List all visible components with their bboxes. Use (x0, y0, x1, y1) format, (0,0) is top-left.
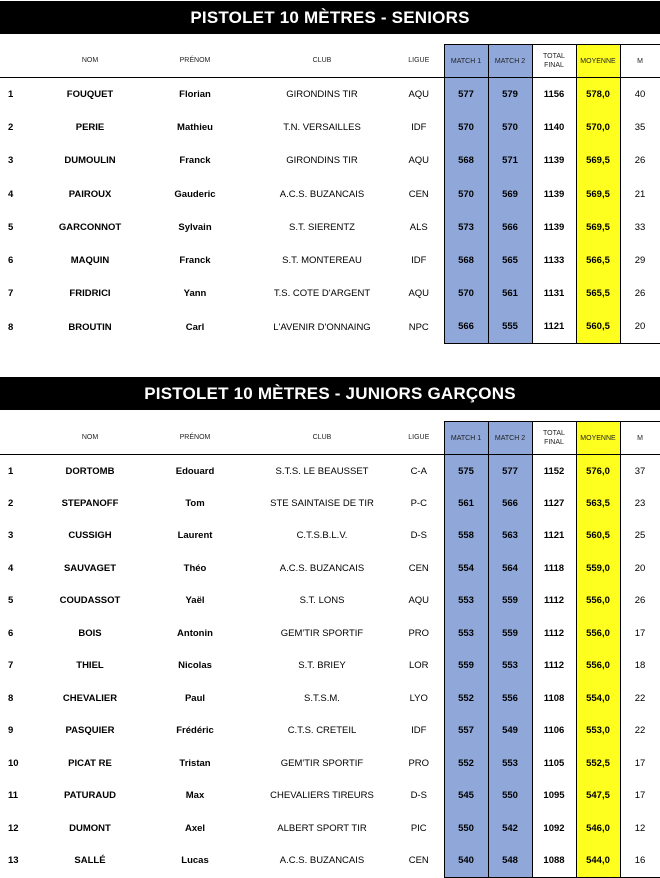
cell-moyenne: 560,5 (576, 311, 620, 344)
cell-club: A.C.S. BUZANCAIS (279, 188, 365, 200)
table-row (0, 617, 660, 650)
cell-rank: 8 (8, 321, 14, 333)
cell-moyenne: 569,5 (576, 144, 620, 177)
cell-m: 26 (620, 277, 660, 310)
cell-m: 40 (620, 78, 660, 111)
cell-total: 1118 (532, 552, 576, 585)
column-header-label: MATCH 2 (494, 57, 526, 65)
column-header-label: CLUB (312, 57, 332, 65)
cell-ligue: PIC (410, 822, 427, 834)
table-row (0, 111, 660, 144)
cell-ligue: D-S (410, 790, 427, 802)
cell-match1: 568 (444, 244, 488, 277)
table-row (0, 455, 660, 488)
column-header-label: M (637, 434, 643, 442)
cell-rank: 1 (8, 88, 14, 100)
cell-club: S.T. MONTEREAU (282, 255, 362, 267)
cell-ligue: CEN (408, 855, 429, 867)
column-header-label: FINAL (544, 62, 564, 69)
cell-ligue: CEN (408, 562, 429, 574)
cell-moyenne: 578,0 (576, 78, 620, 111)
cell-m: 26 (620, 144, 660, 177)
table-row (0, 177, 660, 210)
cell-prenom: Axel (184, 822, 206, 834)
table-row (0, 747, 660, 780)
cell-nom: BOIS (78, 627, 102, 639)
cell-m: 17 (620, 747, 660, 780)
cell-rank: 13 (8, 855, 19, 867)
cell-match2: 565 (488, 244, 532, 277)
cell-match2: 555 (488, 311, 532, 344)
cell-match1: 573 (444, 211, 488, 244)
cell-ligue: AQU (408, 155, 430, 167)
cell-ligue: ALS (409, 221, 428, 233)
cell-total: 1131 (532, 277, 576, 310)
cell-moyenne: 559,0 (576, 552, 620, 585)
cell-club: ALBERT SPORT TIR (277, 822, 367, 834)
cell-total: 1106 (532, 715, 576, 748)
cell-match1: 550 (444, 812, 488, 845)
cell-match2: 564 (488, 552, 532, 585)
cell-moyenne: 552,5 (576, 747, 620, 780)
cell-ligue: LOR (408, 660, 429, 672)
cell-nom: DORTOMB (65, 465, 115, 477)
cell-match2: 556 (488, 682, 532, 715)
table-row (0, 715, 660, 748)
column-header-match2 (488, 422, 532, 455)
cell-nom: FRIDRICI (69, 288, 111, 300)
cell-moyenne: 569,5 (576, 177, 620, 210)
cell-club: CHEVALIERS TIREURS (270, 790, 374, 802)
cell-match1: 575 (444, 455, 488, 488)
cell-club: C.T.S.B.L.V. (296, 530, 348, 542)
column-header-total (532, 45, 576, 78)
cell-prenom: Franck (179, 255, 211, 267)
cell-ligue: AQU (408, 595, 430, 607)
cell-total: 1156 (532, 78, 576, 111)
cell-ligue: LYO (409, 692, 428, 704)
column-header-label: MATCH 1 (450, 57, 482, 65)
cell-nom: PASQUIER (65, 725, 115, 737)
cell-rank: 1 (8, 465, 14, 477)
cell-total: 1088 (532, 845, 576, 878)
cell-prenom: Florian (179, 88, 211, 100)
cell-moyenne: 556,0 (576, 650, 620, 683)
cell-match1: 559 (444, 650, 488, 683)
cell-nom: CHEVALIER (62, 692, 118, 704)
column-header-match2 (488, 45, 532, 78)
column-header-label: LIGUE (408, 434, 430, 442)
cell-match1: 553 (444, 617, 488, 650)
column-header-rank (0, 45, 40, 78)
cell-total: 1121 (532, 311, 576, 344)
cell-prenom: Yaël (185, 595, 205, 607)
cell-prenom: Lucas (181, 855, 209, 867)
cell-m: 33 (620, 211, 660, 244)
column-header-rank (0, 422, 40, 455)
cell-nom: STEPANOFF (61, 497, 119, 509)
cell-rank: 9 (8, 725, 14, 737)
cell-m: 23 (620, 487, 660, 520)
cell-prenom: Théo (183, 562, 207, 574)
cell-club: GEM'TIR SPORTIF (280, 757, 364, 769)
cell-moyenne: 570,0 (576, 111, 620, 144)
cell-rank: 11 (8, 790, 19, 802)
column-header-label: MATCH 1 (450, 434, 482, 442)
cell-total: 1139 (532, 211, 576, 244)
cell-prenom: Max (185, 790, 205, 802)
cell-ligue: CEN (408, 188, 429, 200)
cell-total: 1105 (532, 747, 576, 780)
results-table-juniors (0, 421, 660, 878)
cell-m: 21 (620, 177, 660, 210)
cell-m: 35 (620, 111, 660, 144)
column-header-prenom (140, 45, 250, 78)
cell-m: 17 (620, 617, 660, 650)
cell-rank: 10 (8, 757, 19, 769)
cell-ligue: AQU (408, 88, 430, 100)
column-header-match1 (444, 45, 488, 78)
cell-match2: 550 (488, 780, 532, 813)
column-header-prenom (140, 422, 250, 455)
cell-match1: 553 (444, 585, 488, 618)
cell-club: A.C.S. BUZANCAIS (279, 562, 365, 574)
cell-rank: 2 (8, 121, 14, 133)
cell-match1: 558 (444, 520, 488, 553)
cell-prenom: Nicolas (178, 660, 212, 672)
cell-nom: DUMONT (69, 822, 111, 834)
cell-moyenne: 546,0 (576, 812, 620, 845)
column-header-label: PRÉNOM (179, 434, 211, 442)
column-header-moyenne (576, 422, 620, 455)
cell-m: 37 (620, 455, 660, 488)
table-row (0, 682, 660, 715)
cell-m: 29 (620, 244, 660, 277)
cell-match1: 540 (444, 845, 488, 878)
column-header-total (532, 422, 576, 455)
cell-rank: 2 (8, 497, 14, 509)
cell-moyenne: 544,0 (576, 845, 620, 878)
cell-prenom: Tristan (179, 757, 211, 769)
cell-club: GIRONDINS TIR (286, 155, 358, 167)
cell-match1: 545 (444, 780, 488, 813)
cell-prenom: Tom (185, 497, 205, 509)
cell-moyenne: 563,5 (576, 487, 620, 520)
section-title: PISTOLET 10 MÈTRES - JUNIORS GARÇONS (144, 384, 516, 403)
table-row (0, 650, 660, 683)
section-title: PISTOLET 10 MÈTRES - SENIORS (190, 8, 470, 27)
cell-nom: PATURAUD (64, 790, 116, 802)
cell-rank: 8 (8, 692, 14, 704)
cell-prenom: Mathieu (177, 121, 213, 133)
cell-nom: SAUVAGET (63, 562, 117, 574)
cell-prenom: Laurent (177, 530, 213, 542)
cell-club: A.C.S. BUZANCAIS (279, 855, 365, 867)
cell-match2: 579 (488, 78, 532, 111)
column-header-ligue (394, 422, 444, 455)
cell-total: 1108 (532, 682, 576, 715)
cell-match1: 561 (444, 487, 488, 520)
cell-m: 22 (620, 715, 660, 748)
cell-match2: 548 (488, 845, 532, 878)
results-table-seniors (0, 44, 660, 344)
header-row (0, 422, 660, 455)
cell-m: 20 (620, 552, 660, 585)
cell-club: T.S. COTE D'ARGENT (273, 288, 371, 300)
cell-nom: PERIE (75, 121, 105, 133)
cell-total: 1112 (532, 617, 576, 650)
column-header-label: MOYENNE (580, 57, 616, 65)
column-header-label: MATCH 2 (494, 434, 526, 442)
cell-prenom: Paul (184, 692, 206, 704)
cell-nom: GARCONNOT (58, 221, 122, 233)
cell-match2: 566 (488, 487, 532, 520)
cell-moyenne: 576,0 (576, 455, 620, 488)
cell-match2: 549 (488, 715, 532, 748)
column-header-ligue (394, 45, 444, 78)
cell-moyenne: 556,0 (576, 617, 620, 650)
cell-match1: 554 (444, 552, 488, 585)
cell-nom: FOUQUET (66, 88, 114, 100)
table-row (0, 78, 660, 111)
cell-m: 16 (620, 845, 660, 878)
cell-match1: 552 (444, 682, 488, 715)
cell-moyenne: 553,0 (576, 715, 620, 748)
title-bar-juniors (0, 377, 660, 410)
cell-prenom: Sylvain (178, 221, 212, 233)
cell-rank: 3 (8, 530, 14, 542)
cell-match2: 559 (488, 585, 532, 618)
cell-rank: 5 (8, 595, 14, 607)
cell-m: 26 (620, 585, 660, 618)
cell-prenom: Franck (179, 155, 211, 167)
column-header-club (250, 422, 394, 455)
table-row (0, 211, 660, 244)
cell-moyenne: 554,0 (576, 682, 620, 715)
table-row (0, 585, 660, 618)
column-header-label: NOM (81, 57, 99, 65)
title-bar-seniors (0, 1, 660, 34)
column-header-m (620, 422, 660, 455)
cell-total: 1092 (532, 812, 576, 845)
cell-ligue: P-C (410, 497, 427, 509)
cell-ligue: IDF (411, 121, 427, 133)
cell-m: 22 (620, 682, 660, 715)
cell-total: 1112 (532, 585, 576, 618)
column-header-nom (40, 422, 140, 455)
cell-prenom: Antonin (177, 627, 213, 639)
cell-total: 1139 (532, 144, 576, 177)
cell-ligue: C-A (410, 465, 427, 477)
cell-club: S.T. BRIEY (298, 660, 346, 672)
cell-rank: 12 (8, 822, 19, 834)
cell-ligue: IDF (411, 725, 427, 737)
column-header-label: TOTAL (543, 53, 565, 60)
cell-nom: MAQUIN (70, 255, 110, 267)
table-row (0, 487, 660, 520)
cell-total: 1152 (532, 455, 576, 488)
column-header-club (250, 45, 394, 78)
cell-match1: 557 (444, 715, 488, 748)
cell-total: 1133 (532, 244, 576, 277)
cell-match1: 568 (444, 144, 488, 177)
cell-nom: COUDASSOT (59, 595, 121, 607)
cell-moyenne: 556,0 (576, 585, 620, 618)
cell-prenom: Yann (183, 288, 207, 300)
column-header-match1 (444, 422, 488, 455)
cell-ligue: PRO (408, 627, 430, 639)
cell-prenom: Carl (185, 321, 205, 333)
cell-club: L'AVENIR D'ONNAING (273, 321, 371, 333)
cell-moyenne: 569,5 (576, 211, 620, 244)
cell-club: S.T.S.M. (304, 692, 340, 704)
column-header-label: MOYENNE (580, 434, 616, 442)
cell-ligue: AQU (408, 288, 430, 300)
cell-m: 18 (620, 650, 660, 683)
table-row (0, 812, 660, 845)
cell-nom: THIEL (76, 660, 104, 672)
cell-moyenne: 547,5 (576, 780, 620, 813)
table-row (0, 780, 660, 813)
cell-rank: 7 (8, 660, 14, 672)
table-row (0, 552, 660, 585)
cell-ligue: D-S (410, 530, 427, 542)
cell-ligue: NPC (408, 321, 429, 333)
cell-rank: 6 (8, 255, 14, 267)
cell-match2: 563 (488, 520, 532, 553)
cell-rank: 3 (8, 155, 14, 167)
cell-match2: 542 (488, 812, 532, 845)
cell-match2: 553 (488, 650, 532, 683)
cell-total: 1121 (532, 520, 576, 553)
cell-match1: 570 (444, 277, 488, 310)
column-header-label: CLUB (312, 434, 332, 442)
table-row (0, 845, 660, 878)
cell-club: STE SAINTAISE DE TIR (270, 497, 374, 509)
cell-prenom: Edouard (175, 465, 215, 477)
cell-nom: DUMOULIN (64, 155, 116, 167)
cell-m: 12 (620, 812, 660, 845)
cell-total: 1095 (532, 780, 576, 813)
cell-nom: BROUTIN (68, 321, 112, 333)
column-header-label: NOM (81, 434, 99, 442)
cell-club: C.T.S. CRETEIL (287, 725, 357, 737)
column-header-label: M (637, 57, 643, 65)
cell-club: S.T. LONS (299, 595, 345, 607)
cell-match2: 561 (488, 277, 532, 310)
cell-nom: SALLÉ (74, 855, 106, 867)
header-row (0, 45, 660, 78)
cell-nom: PAIROUX (68, 188, 112, 200)
cell-club: S.T.S. LE BEAUSSET (275, 465, 369, 477)
cell-ligue: PRO (408, 757, 430, 769)
cell-match2: 569 (488, 177, 532, 210)
cell-match1: 577 (444, 78, 488, 111)
cell-m: 20 (620, 311, 660, 344)
cell-rank: 5 (8, 221, 14, 233)
cell-match2: 577 (488, 455, 532, 488)
table-row (0, 244, 660, 277)
cell-match2: 570 (488, 111, 532, 144)
cell-prenom: Gauderic (174, 188, 216, 200)
cell-club: T.N. VERSAILLES (283, 121, 361, 133)
column-header-nom (40, 45, 140, 78)
cell-nom: CUSSIGH (68, 530, 112, 542)
cell-match1: 566 (444, 311, 488, 344)
table-row (0, 520, 660, 553)
column-header-label: LIGUE (408, 57, 430, 65)
table-row (0, 311, 660, 344)
cell-match1: 570 (444, 111, 488, 144)
cell-club: GIRONDINS TIR (286, 88, 358, 100)
column-header-m (620, 45, 660, 78)
cell-match2: 571 (488, 144, 532, 177)
cell-moyenne: 560,5 (576, 520, 620, 553)
cell-club: S.T. SIERENTZ (289, 221, 355, 233)
column-header-label: FINAL (544, 439, 564, 446)
cell-total: 1139 (532, 177, 576, 210)
cell-rank: 4 (8, 188, 14, 200)
cell-moyenne: 566,5 (576, 244, 620, 277)
cell-match2: 559 (488, 617, 532, 650)
cell-moyenne: 565,5 (576, 277, 620, 310)
cell-m: 17 (620, 780, 660, 813)
cell-total: 1140 (532, 111, 576, 144)
cell-prenom: Frédéric (176, 725, 214, 737)
cell-rank: 7 (8, 288, 14, 300)
cell-match2: 553 (488, 747, 532, 780)
cell-match2: 566 (488, 211, 532, 244)
table-row (0, 144, 660, 177)
cell-total: 1127 (532, 487, 576, 520)
column-header-label: TOTAL (543, 430, 565, 437)
cell-nom: PICAT RE (68, 757, 112, 769)
table-row (0, 277, 660, 310)
cell-ligue: IDF (411, 255, 427, 267)
cell-match1: 570 (444, 177, 488, 210)
cell-total: 1112 (532, 650, 576, 683)
cell-match1: 552 (444, 747, 488, 780)
column-header-label: PRÉNOM (179, 57, 211, 65)
cell-rank: 6 (8, 627, 14, 639)
cell-m: 25 (620, 520, 660, 553)
cell-rank: 4 (8, 562, 14, 574)
cell-club: GEM'TIR SPORTIF (280, 627, 364, 639)
column-header-moyenne (576, 45, 620, 78)
